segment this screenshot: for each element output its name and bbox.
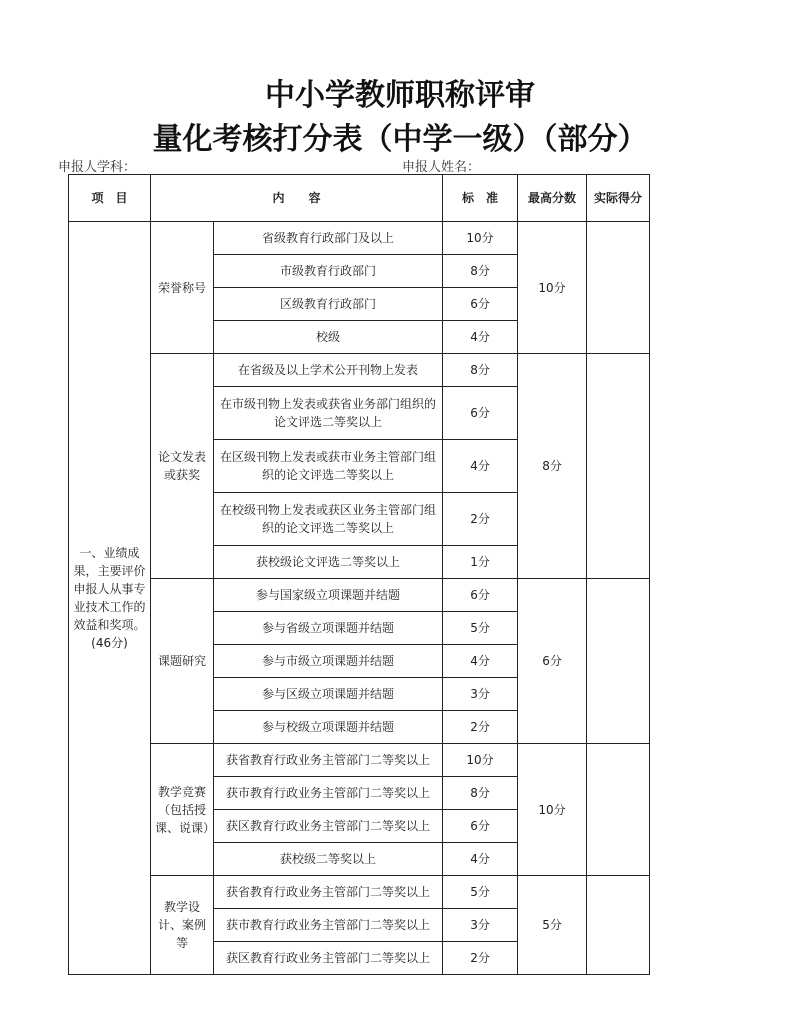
content-cell: 市级教育行政部门: [214, 255, 443, 288]
max-score-cell: 5分: [518, 876, 587, 975]
header-content: 内 容: [151, 175, 443, 222]
category-label: 课题研究: [151, 579, 214, 744]
content-cell: 在市级刊物上发表或获省业务部门组织的论文评选二等奖以上: [214, 387, 443, 440]
standard-cell: 4分: [443, 645, 518, 678]
name-label: 申报人姓名：: [402, 160, 481, 175]
actual-score-cell[interactable]: [587, 354, 650, 579]
category-label: 荣誉称号: [151, 222, 214, 354]
content-cell: 获省教育行政业务主管部门二等奖以上: [214, 876, 443, 909]
standard-cell: 6分: [443, 387, 518, 440]
table-row: [69, 222, 650, 255]
section-label: 一、业绩成果，主要评价申报人从事专业技术工作的效益和奖项。(46分): [69, 222, 151, 975]
standard-cell: 8分: [443, 255, 518, 288]
document-title: 中小学教师职称评审: [265, 78, 535, 113]
standard-cell: 2分: [443, 493, 518, 546]
category-label: 教学设计、案例等: [151, 876, 214, 975]
content-cell: 区级教育行政部门: [214, 288, 443, 321]
content-cell: 在校级刊物上发表或获区业务主管部门组织的论文评选二等奖以上: [214, 493, 443, 546]
content-cell: 获市教育行政业务主管部门二等奖以上: [214, 909, 443, 942]
table-row: [69, 354, 650, 387]
actual-score-cell[interactable]: [587, 222, 650, 354]
category-label: 论文发表或获奖: [151, 354, 214, 579]
standard-cell: 6分: [443, 288, 518, 321]
standard-cell: 4分: [443, 440, 518, 493]
standard-cell: 8分: [443, 777, 518, 810]
content-cell: 获区教育行政业务主管部门二等奖以上: [214, 810, 443, 843]
category-label: 教学竞赛（包括授课、说课）: [151, 744, 214, 876]
max-score-cell: 6分: [518, 579, 587, 744]
standard-cell: 3分: [443, 678, 518, 711]
standard-cell: 3分: [443, 909, 518, 942]
max-score-cell: 8分: [518, 354, 587, 579]
content-cell: 在省级及以上学术公开刊物上发表: [214, 354, 443, 387]
content-cell: 校级: [214, 321, 443, 354]
content-cell: 省级教育行政部门及以上: [214, 222, 443, 255]
content-cell: 参与市级立项课题并结题: [214, 645, 443, 678]
content-cell: 获区教育行政业务主管部门二等奖以上: [214, 942, 443, 975]
max-score-cell: 10分: [518, 744, 587, 876]
standard-cell: 8分: [443, 354, 518, 387]
standard-cell: 6分: [443, 579, 518, 612]
content-cell: 在区级刊物上发表或获市业务主管部门组织的论文评选二等奖以上: [214, 440, 443, 493]
header-standard: 标 准: [443, 175, 518, 222]
header-item: 项 目: [69, 175, 151, 222]
standard-cell: 1分: [443, 546, 518, 579]
content-cell: 获市教育行政业务主管部门二等奖以上: [214, 777, 443, 810]
standard-cell: 2分: [443, 711, 518, 744]
standard-cell: 10分: [443, 744, 518, 777]
header-max-score: 最高分数: [518, 175, 587, 222]
content-cell: 获省教育行政业务主管部门二等奖以上: [214, 744, 443, 777]
content-cell: 参与区级立项课题并结题: [214, 678, 443, 711]
standard-cell: 6分: [443, 810, 518, 843]
content-cell: 获校级二等奖以上: [214, 843, 443, 876]
actual-score-cell[interactable]: [587, 744, 650, 876]
standard-cell: 2分: [443, 942, 518, 975]
standard-cell: 5分: [443, 876, 518, 909]
actual-score-cell[interactable]: [587, 876, 650, 975]
content-cell: 参与省级立项课题并结题: [214, 612, 443, 645]
standard-cell: 4分: [443, 843, 518, 876]
header-row: [69, 175, 650, 222]
content-cell: 参与国家级立项课题并结题: [214, 579, 443, 612]
content-cell: 获校级论文评选二等奖以上: [214, 546, 443, 579]
actual-score-cell[interactable]: [587, 579, 650, 744]
content-cell: 参与校级立项课题并结题: [214, 711, 443, 744]
table-row: [69, 744, 650, 777]
scoring-table: [68, 174, 650, 975]
table-row: [69, 579, 650, 612]
standard-cell: 5分: [443, 612, 518, 645]
header-actual-score: 实际得分: [587, 175, 650, 222]
max-score-cell: 10分: [518, 222, 587, 354]
subject-label: 申报人学科：: [58, 160, 137, 175]
standard-cell: 10分: [443, 222, 518, 255]
document-subtitle: 量化考核打分表（中学一级）（部分）: [152, 122, 648, 157]
table-row: [69, 876, 650, 909]
standard-cell: 4分: [443, 321, 518, 354]
